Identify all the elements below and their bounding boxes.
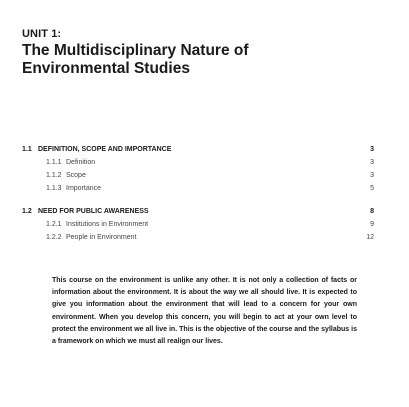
toc-row [22,221,374,234]
toc-row [22,208,374,221]
toc-number: 1.1.3 [46,185,62,192]
toc-title: People in Environment [66,234,137,241]
toc-section-1-1 [22,146,374,198]
toc-page: 8 [370,208,374,215]
unit-title-line-1: The Multidisciplinary Nature of [22,42,249,59]
toc-title: Institutions in Environment [66,221,149,228]
toc-section-1-2 [22,208,374,247]
unit-title [22,42,249,78]
toc-page: 9 [370,221,374,228]
unit-title-line-2: Environmental Studies [22,60,190,77]
toc-page: 3 [370,159,374,166]
toc-row [22,185,374,198]
unit-label: UNIT 1: [22,28,62,40]
toc-row [22,159,374,172]
toc-row [22,146,374,159]
toc-page: 3 [370,172,374,179]
toc-number: 1.1.1 [46,159,62,166]
toc-row [22,172,374,185]
toc-title: Scope [66,172,86,179]
table-of-contents [22,146,374,257]
toc-number: 1.2.2 [46,234,62,241]
toc-number: 1.2.1 [46,221,62,228]
toc-page: 12 [366,234,374,241]
toc-title: NEED FOR PUBLIC AWARENESS [38,208,149,215]
toc-title: Importance [66,185,102,192]
toc-page: 3 [370,146,374,153]
toc-number: 1.1.2 [46,172,62,179]
toc-title: DEFINITION, SCOPE AND IMPORTANCE [38,146,172,153]
toc-row [22,234,374,247]
toc-number: 1.2 [22,208,32,215]
toc-title: Definition [66,159,96,166]
intro-paragraph: This course on the environment is unlike any other. It is not only a collection of facts or information about the environment. It is about the way we all should live. It is expected to give you information about the environment that will lead to a concern for your own environment. When you develop this concern, you will begin to act at your own level to protect the environment we all live in. This is the objective of the course and the syllabus is a framework on which we must all realign our lives. [52,277,357,346]
toc-number: 1.1 [22,146,32,153]
toc-page: 5 [370,185,374,192]
